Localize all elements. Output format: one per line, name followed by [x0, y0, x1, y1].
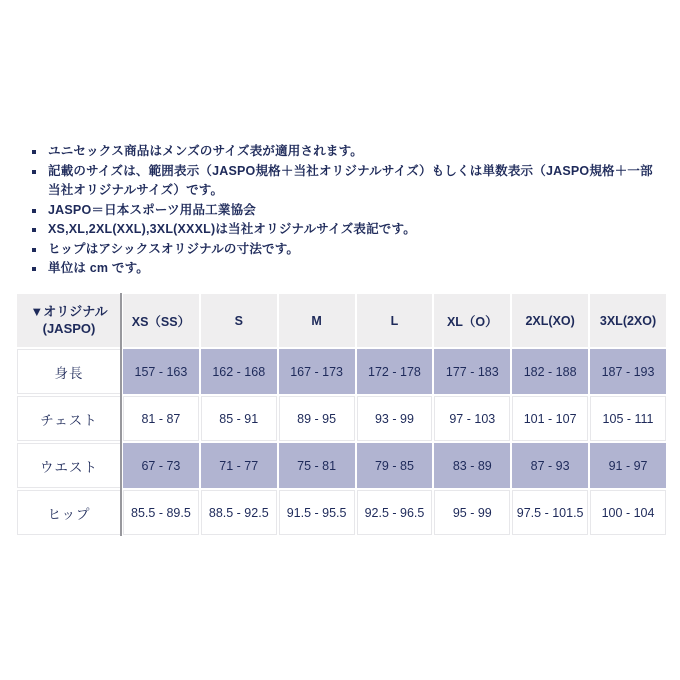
cell-value: 187 - 193	[590, 349, 666, 394]
row-label: チェスト	[17, 396, 121, 441]
cell-value: 182 - 188	[512, 349, 588, 394]
note-text: 単位は cm です。	[48, 261, 150, 275]
cell-value: 105 - 111	[590, 396, 666, 441]
bullet-square-icon	[32, 209, 36, 213]
note-item	[30, 240, 660, 260]
cell-value: 91 - 97	[590, 443, 666, 488]
note-text: ユニセックス商品はメンズのサイズ表が適用されます。	[48, 144, 364, 158]
cell-value: 85.5 - 89.5	[123, 490, 199, 535]
column-header-xl: XL（O）	[434, 294, 510, 347]
cell-value: 172 - 178	[357, 349, 433, 394]
note-item	[30, 162, 660, 201]
note-text: 記載のサイズは、範囲表示（JASPO規格＋当社オリジナルサイズ）もしくは単数表示（JASPO規格＋一部当社オリジナルサイズ）です。	[48, 163, 653, 197]
bullet-square-icon	[32, 150, 36, 154]
column-header-xs: XS（SS）	[123, 294, 199, 347]
note-item	[30, 142, 660, 162]
cell-value: 167 - 173	[279, 349, 355, 394]
cell-value: 71 - 77	[201, 443, 277, 488]
bullet-square-icon	[32, 170, 36, 174]
column-header-s: S	[201, 294, 277, 347]
cell-value: 162 - 168	[201, 349, 277, 394]
size-table	[15, 292, 668, 537]
note-item	[30, 220, 660, 240]
header-row	[17, 294, 666, 347]
cell-value: 67 - 73	[123, 443, 199, 488]
cell-value: 81 - 87	[123, 396, 199, 441]
column-header-m: M	[279, 294, 355, 347]
cell-value: 87 - 93	[512, 443, 588, 488]
column-header-2xl: 2XL(XO)	[512, 294, 588, 347]
note-text: JASPO＝日本スポーツ用品工業協会	[48, 202, 256, 217]
table-row-height	[17, 349, 666, 394]
corner-header	[17, 294, 121, 347]
cell-value: 100 - 104	[590, 490, 666, 535]
column-header-3xl: 3XL(2XO)	[590, 294, 666, 347]
cell-value: 88.5 - 92.5	[201, 490, 277, 535]
notes-list	[30, 142, 660, 279]
cell-value: 75 - 81	[279, 443, 355, 488]
cell-value: 93 - 99	[357, 396, 433, 441]
cell-value: 157 - 163	[123, 349, 199, 394]
table-row-chest	[17, 396, 666, 441]
cell-value: 97 - 103	[434, 396, 510, 441]
note-text: XS,XL,2XL(XXL),3XL(XXXL)は当社オリジナルサイズ表記です。	[48, 222, 416, 236]
row-label: ウエスト	[17, 443, 121, 488]
bullet-square-icon	[32, 267, 36, 271]
size-table-grid	[15, 292, 668, 537]
table-row-waist	[17, 443, 666, 488]
cell-value: 101 - 107	[512, 396, 588, 441]
bullet-square-icon	[32, 228, 36, 232]
row-label: 身長	[17, 349, 121, 394]
bullet-square-icon	[32, 248, 36, 252]
cell-value: 91.5 - 95.5	[279, 490, 355, 535]
note-item	[30, 259, 660, 279]
column-header-l: L	[357, 294, 433, 347]
cell-value: 97.5 - 101.5	[512, 490, 588, 535]
corner-header-line2: (JASPO)	[42, 320, 96, 336]
cell-value: 92.5 - 96.5	[357, 490, 433, 535]
row-label: ヒップ	[17, 490, 121, 535]
note-item	[30, 201, 660, 221]
table-row-hip	[17, 490, 666, 535]
cell-value: 83 - 89	[434, 443, 510, 488]
cell-value: 85 - 91	[201, 396, 277, 441]
corner-header-line1: ▼オリジナル	[30, 303, 108, 319]
cell-value: 89 - 95	[279, 396, 355, 441]
note-text: ヒップはアシックスオリジナルの寸法です。	[48, 241, 300, 256]
cell-value: 177 - 183	[434, 349, 510, 394]
cell-value: 95 - 99	[434, 490, 510, 535]
cell-value: 79 - 85	[357, 443, 433, 488]
column-divider	[120, 293, 122, 536]
